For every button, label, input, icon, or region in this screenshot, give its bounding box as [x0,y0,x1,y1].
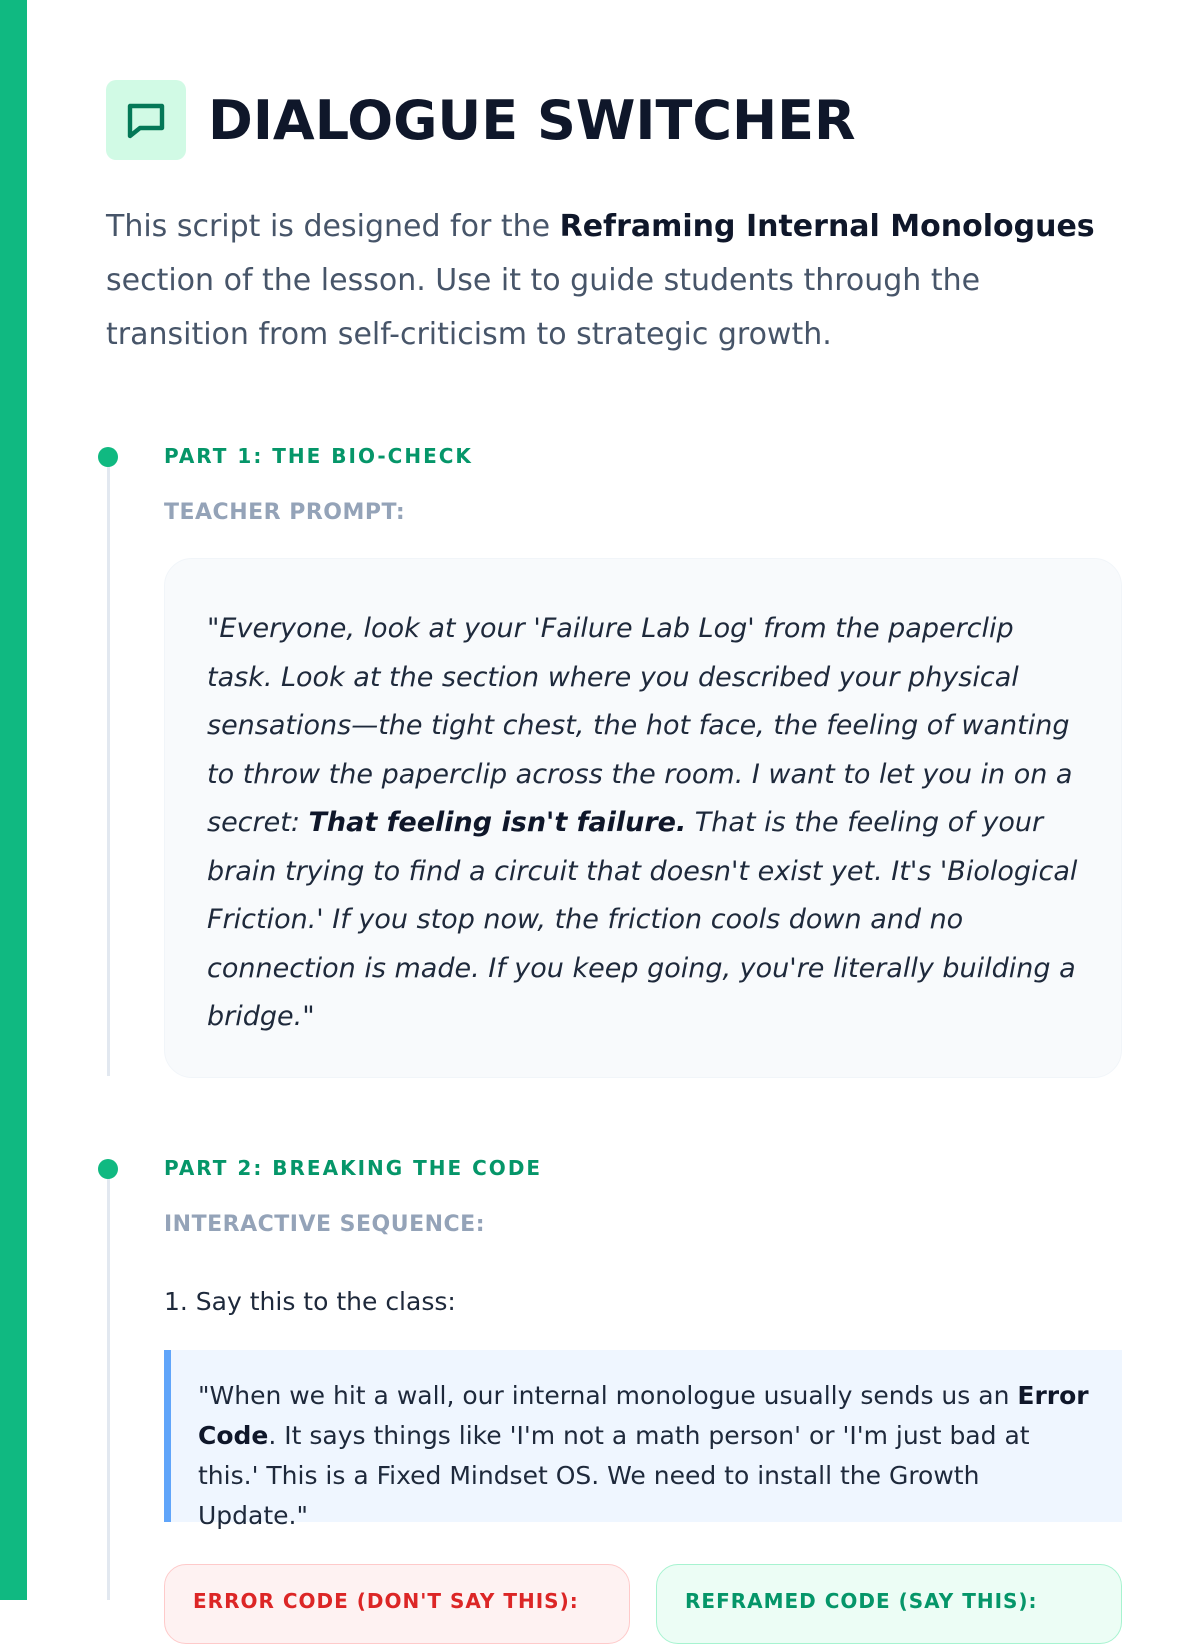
timeline-line-part2 [107,1170,110,1600]
callout-text [198,1376,1092,1536]
quote-emphasis: That feeling isn't failure. [308,807,687,838]
error-code-card-title: ERROR CODE (DON'T SAY THIS): [193,1589,579,1613]
callout-text-after: . It says things like 'I'm not a math person' or 'I'm just bad at this.' This is a Fixed Mindset OS. We need to install the Growth Update." [198,1421,1030,1530]
quote-text-after: That is the feeling of your brain trying to find a circuit that doesn't exist yet. It's 'Biological Friction.' If you stop now, the friction cools down and no connection is made. If you keep going, you're literally building a bridge." [207,807,1078,1032]
callout-text-before: "When we hit a wall, our internal monologue usually sends us an [198,1381,1018,1410]
chat-bubble-icon [106,80,186,160]
part2-label: INTERACTIVE SEQUENCE: [164,1212,486,1237]
reframed-code-card [656,1564,1122,1644]
class-script-callout [164,1350,1122,1530]
page-title: DIALOGUE SWITCHER [208,88,856,152]
timeline-dot-part2 [98,1159,118,1179]
timeline-line-part1 [107,458,110,1076]
teacher-prompt-quote [207,605,1081,1042]
intro-text-before: This script is designed for the [106,209,560,244]
intro-lesson-section: Reframing Internal Monologues [559,209,1095,244]
part2-title: PART 2: BREAKING THE CODE [164,1156,543,1180]
intro-paragraph [106,200,1116,362]
quote-text-before: "Everyone, look at your 'Failure Lab Log' from the paperclip task. Look at the section where you described your physical sensations—the tight chest, the hot face, the feeling of wanting to throw the paperclip across the room. I want to let you in on a secret: [207,613,1073,838]
page-header [106,80,856,160]
callout-emphasis: Error Code [198,1381,1089,1450]
intro-text-after: section of the lesson. Use it to guide students through the transition from self-criticism to strategic growth. [106,263,981,352]
part1-label: TEACHER PROMPT: [164,500,406,525]
reframed-code-card-title: REFRAMED CODE (SAY THIS): [685,1589,1038,1613]
timeline-dot-part1 [98,447,118,467]
error-code-card [164,1564,630,1644]
teacher-prompt-card [164,558,1122,1078]
accent-bar [0,0,27,1600]
step-1-label: 1. Say this to the class: [164,1287,456,1316]
part1-title: PART 1: THE BIO-CHECK [164,444,473,468]
